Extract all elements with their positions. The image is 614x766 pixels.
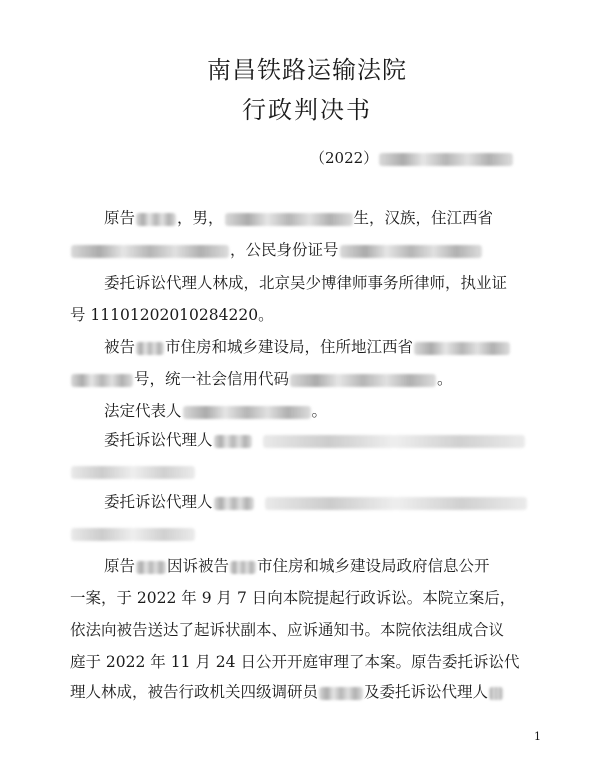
redacted-details: [71, 528, 195, 541]
redacted-name: [136, 561, 166, 574]
plaintiff-agent-line-1: 委托诉讼代理人林成，北京吴少博律师事务所律师，执业证: [104, 274, 508, 292]
redacted-case-number: [379, 153, 513, 166]
text-segment: 。: [437, 370, 453, 388]
redacted-city: [136, 342, 164, 355]
text-segment: 委托诉讼代理人: [104, 431, 213, 449]
redacted-address: [71, 245, 229, 258]
text-segment: ，男，: [177, 209, 224, 227]
defendant-agent-2-line-1: [104, 492, 528, 512]
redacted-name: [319, 687, 363, 700]
redacted-name: [214, 497, 254, 510]
redacted-details: [263, 435, 525, 448]
redacted-name: [136, 213, 176, 226]
text-segment: 市住房和城乡建设局政府信息公开: [257, 557, 490, 575]
case-number-prefix: （2022）: [310, 149, 379, 167]
procedure-line-3: 依法向被告送达了起诉状副本、应诉通知书。本院依法组成合议: [70, 621, 505, 639]
procedure-line-2: 一案，于 2022 年 9 月 7 日向本院提起行政诉讼。本院立案后，: [70, 589, 516, 607]
case-number: [310, 147, 514, 168]
text-segment: 委托诉讼代理人: [104, 493, 213, 511]
defendant-line-2: [70, 369, 453, 389]
redacted-details: [71, 466, 195, 479]
plaintiff-line-2: [70, 240, 483, 260]
defendant-line-1: [104, 337, 511, 357]
redacted-city: [230, 561, 256, 574]
text-segment: 法定代表人: [104, 402, 182, 420]
redacted-address: [71, 374, 133, 387]
redacted-name: [489, 687, 503, 700]
defendant-agent-1-line-2: [70, 461, 196, 481]
text-segment: 被告: [104, 338, 136, 356]
text-segment: ，公民身份证号: [230, 241, 339, 259]
text-segment: 市住房和城乡建设局，住所地江西省: [165, 338, 414, 356]
redacted-name: [214, 435, 252, 448]
text-segment: 理人林成，被告行政机关四级调研员: [70, 683, 319, 701]
text-segment: 因诉被告: [167, 557, 230, 575]
text-segment: 及委托诉讼代理人: [364, 683, 489, 701]
plaintiff-line-1: [104, 208, 493, 228]
page-number: 1: [534, 730, 541, 743]
text-segment: 原告: [104, 209, 136, 227]
legal-representative-line: [104, 401, 327, 421]
procedure-line-4: 庭于 2022 年 11 月 24 日公开开庭审理了本案。原告委托诉讼代: [70, 653, 520, 671]
text-segment: 原告: [104, 557, 136, 575]
redacted-address: [414, 342, 510, 355]
redacted-id-number: [340, 245, 482, 258]
redacted-credit-code: [290, 374, 436, 387]
plaintiff-agent-line-2: 号 11101202010284220。: [70, 306, 274, 324]
procedure-line-1: [104, 556, 490, 576]
redacted-birthdate: [225, 213, 353, 226]
text-segment: 号，统一社会信用代码: [134, 370, 290, 388]
defendant-agent-2-line-2: [70, 523, 196, 543]
redacted-representative: [183, 406, 311, 419]
procedure-line-5: [70, 682, 504, 702]
text-segment: 。: [311, 402, 328, 420]
document-type-title: 行政判决书: [242, 96, 372, 124]
court-name: 南昌铁路运输法院: [207, 56, 407, 84]
defendant-agent-1-line-1: [104, 430, 526, 450]
redacted-details: [265, 497, 527, 510]
text-segment: 生，汉族，住江西省: [353, 209, 494, 227]
